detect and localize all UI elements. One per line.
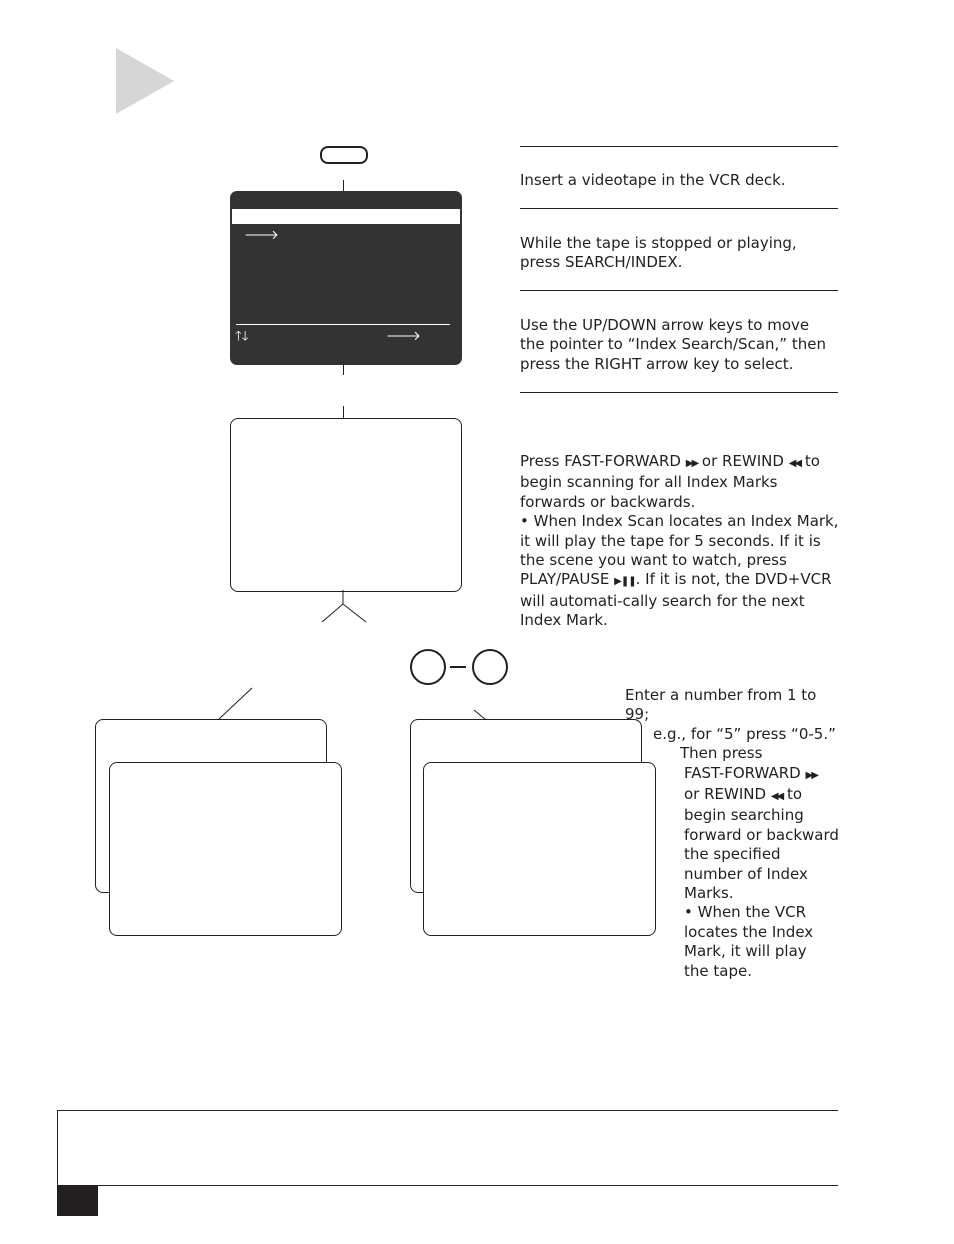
- index-search-screen-front: [109, 762, 342, 936]
- step-5-line-2: e.g., for “5” press “0-5.”: [653, 724, 836, 743]
- step-2-text: While the tape is stopped or playing, press SEARCH/INDEX.: [520, 234, 797, 272]
- step-divider: [520, 208, 838, 209]
- rewind-icon: ◀◀: [770, 791, 783, 803]
- index-scan-screen: [230, 418, 462, 592]
- connector-line: [343, 180, 344, 191]
- arrow-up-down-icon: 🡑🡓: [235, 329, 249, 344]
- step-5-bullet: • When the VCR locates the Index Mark, it will play the tape.: [684, 903, 814, 980]
- footer-top-rule: [57, 1110, 838, 1111]
- step-divider: [520, 392, 838, 393]
- step-5-rest: begin searching forward or backward the specified number of Index Marks.: [684, 806, 839, 903]
- arrow-right-icon: 🡒: [386, 329, 421, 344]
- connector-line: [343, 406, 344, 418]
- footer-bottom-rule: [57, 1185, 838, 1186]
- step-divider: [520, 290, 838, 291]
- branch-connector: [315, 590, 375, 630]
- step-5-line-3: Then press: [680, 744, 763, 763]
- step-4-text: Press FAST-FORWARD ▶▶ or REWIND ◀◀ to begin scanning for all Index Marks forwards or backwards. • When Index Scan locates an Index Mark, it will play the tape for 5 seconds. If it is the scene you want to watch, press PLAY/PAUSE ▶❚❚. If it is not, the DVD+VCR will automati-cally search for the next Index Mark.: [520, 452, 839, 630]
- number-buttons-outline: [408, 647, 512, 687]
- step-divider: [520, 146, 838, 147]
- fast-forward-icon: ▶▶: [805, 769, 817, 781]
- step-5-line-1: Enter a number from 1 to 99;: [625, 686, 817, 724]
- rewind-icon: ◀◀: [788, 458, 801, 469]
- search-index-button-outline: [320, 146, 368, 164]
- play-triangle-icon: [116, 48, 176, 116]
- page-number-tab: [57, 1186, 98, 1216]
- step-1-text: Insert a videotape in the VCR deck.: [520, 171, 786, 189]
- search-menu-screen: [230, 191, 462, 365]
- arrow-right-icon: 🡒: [244, 228, 279, 243]
- menu-divider: [236, 324, 450, 325]
- footer-left-rule: [57, 1110, 58, 1186]
- play-pause-icon: ▶❚❚: [614, 576, 636, 588]
- left-branch-line: [215, 686, 255, 722]
- fast-forward-icon: ▶▶: [685, 458, 698, 469]
- menu-title-bar: [232, 209, 460, 224]
- connector-line: [343, 365, 344, 375]
- step-3-text: Use the UP/DOWN arrow keys to move the pointer to “Index Search/Scan,” then press the RIGHT arrow key to select.: [520, 316, 826, 373]
- step-5-text: Enter a number from 1 to 99; e.g., for “5” press “0-5.” Then press FAST-FORWARD ▶▶ or REWIND ◀◀ to begin searching forward or backward the specified number of Index Marks. • When the VCR locates the Index Mark, it will play the tape.: [600, 686, 840, 981]
